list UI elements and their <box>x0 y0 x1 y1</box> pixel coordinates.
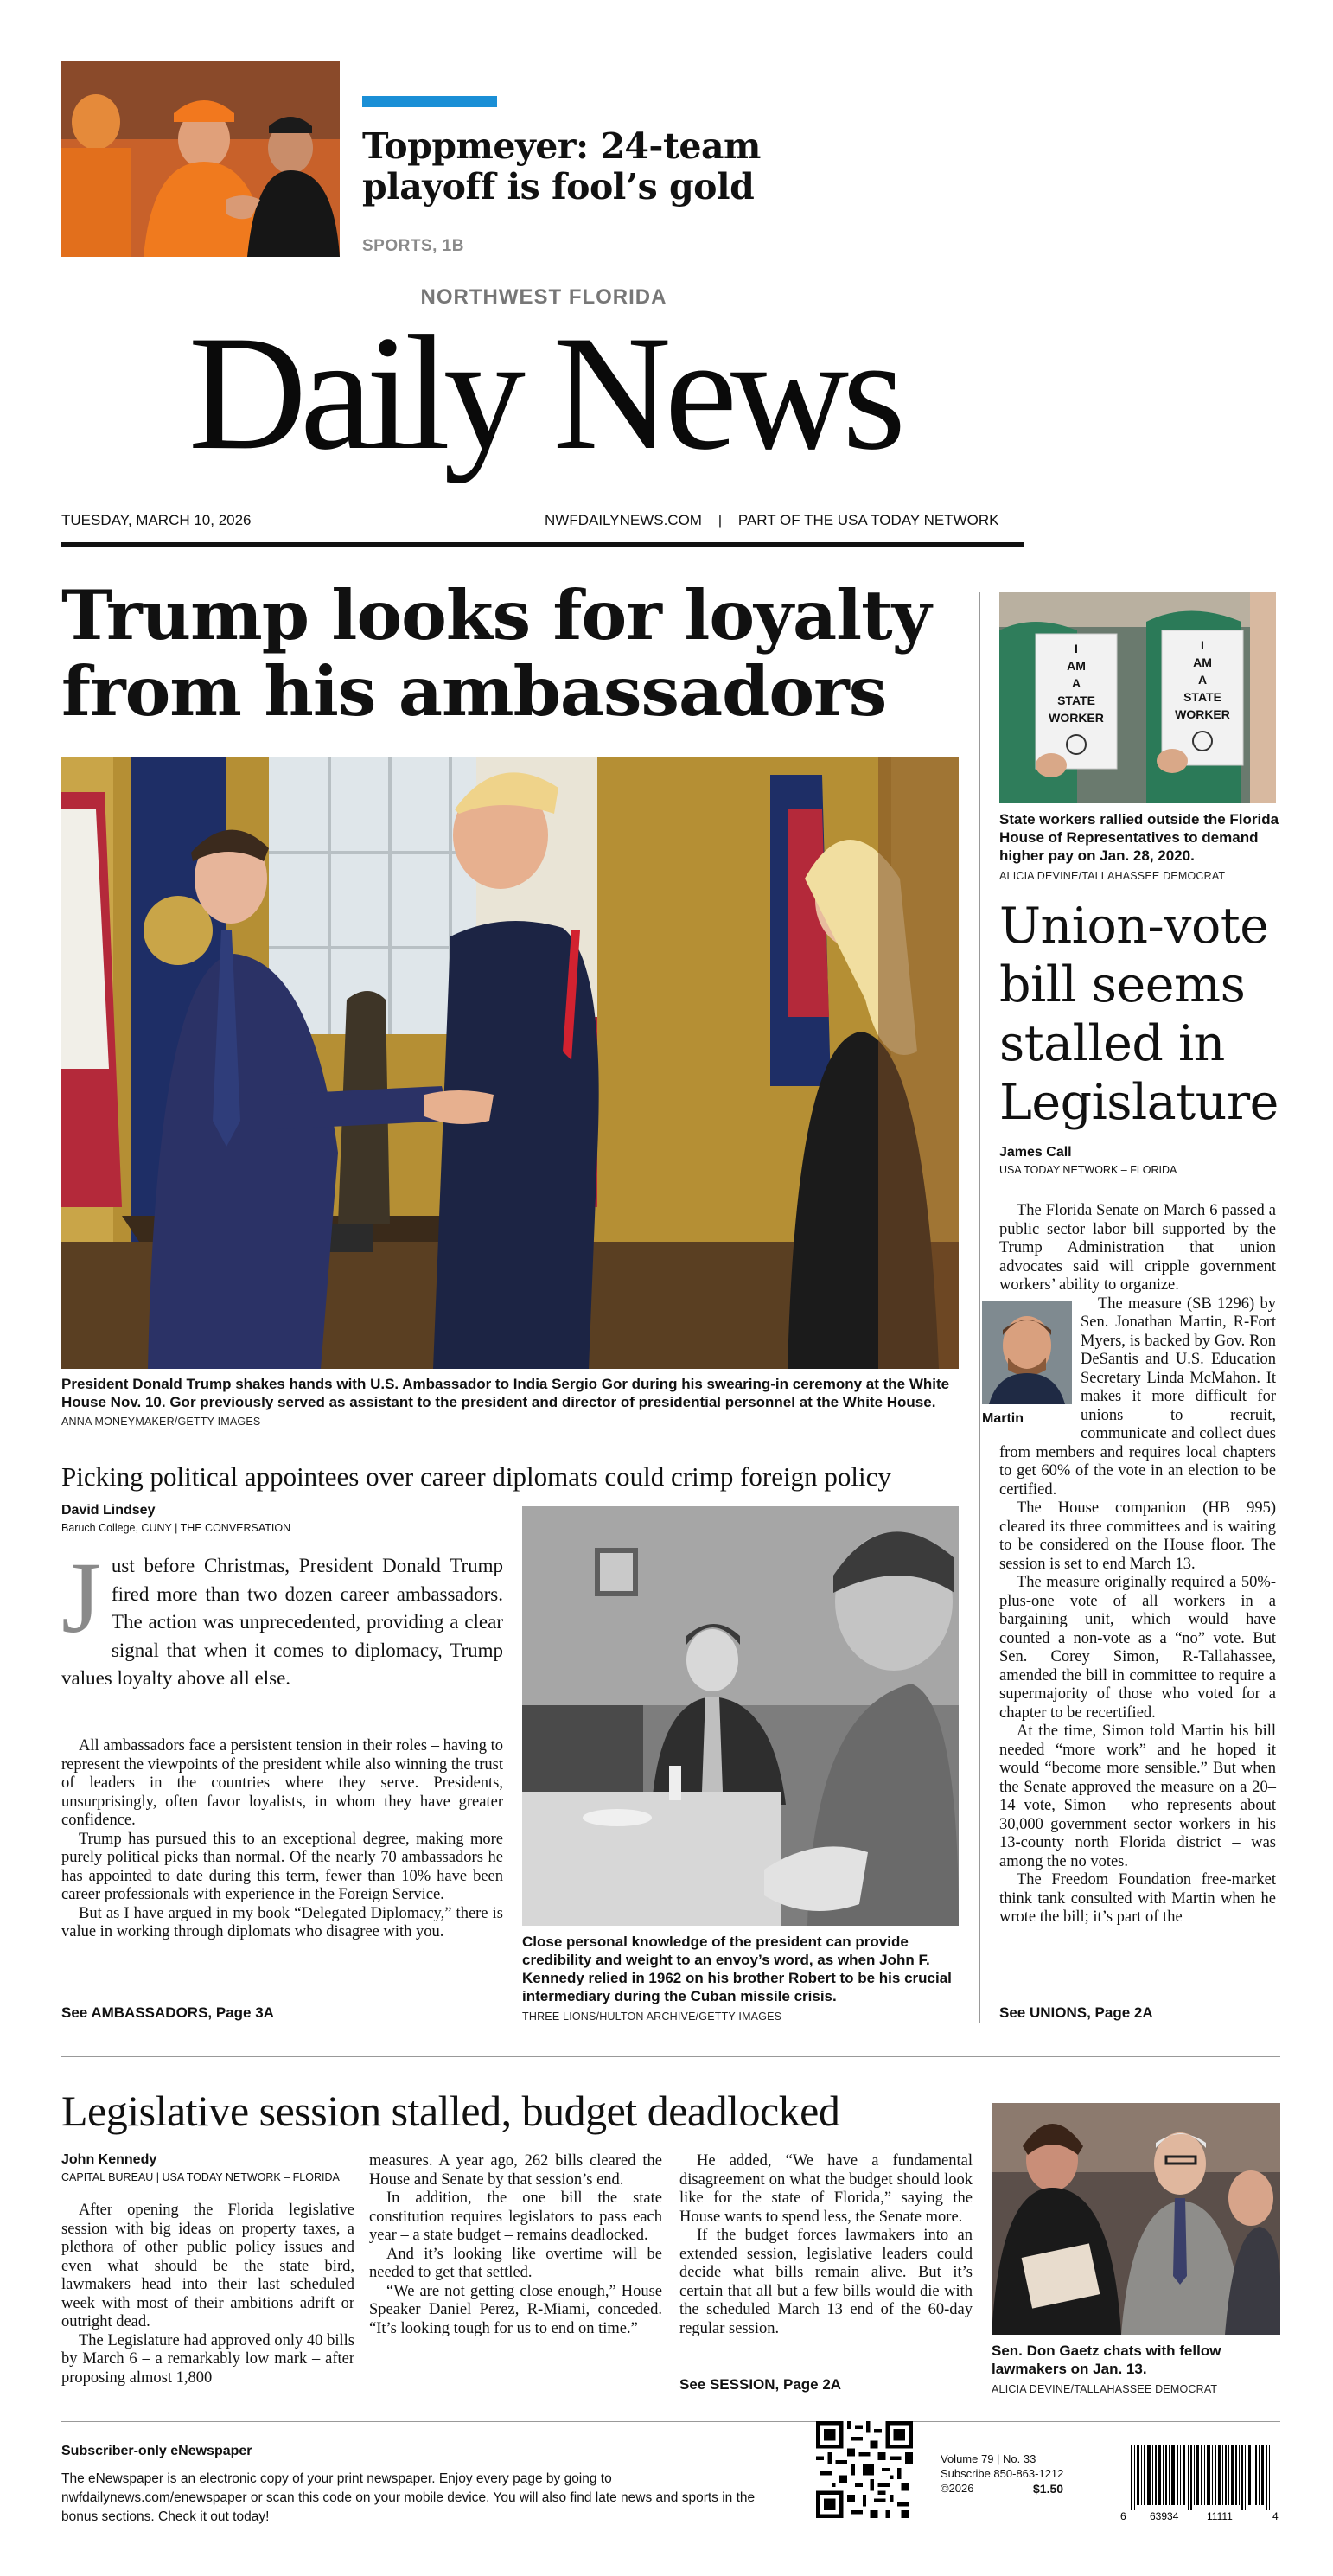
union-paragraph: At the time, Simon told Martin his bill needed “more work” and he hoped it would “become more sensible.” But when the Senate approved the measure on a 20–14 vote, Simon – who represents about 30,000 government sector workers in his 13-county north Florida district – was among the no votes. <box>999 1723 1276 1870</box>
kennedy-caption-text: Close personal knowledge of the president can provide credibility and weight to an envoy’s word, as when John F. Kennedy relied in 1962 on his brother Robert to be his crucial intermediary during the Cuban missile crisis. <box>522 1934 952 2004</box>
union-headline[interactable]: Union-vote bill seems stalled in Legislature <box>999 898 1279 1131</box>
session-paragraph: “We are not getting close enough,” House Speaker Daniel Perez, R-Miami, conceded. “It’s looking tough for us to end on time.” <box>369 2282 662 2337</box>
price: $1.50 <box>1033 2482 1064 2496</box>
session-paragraph: And it’s looking like overtime will be needed to get that settled. <box>369 2245 662 2281</box>
union-photo-credit: ALICIA DEVINE/TALLAHASSEE DEMOCRAT <box>999 870 1226 882</box>
union-paragraph: The Florida Senate on March 6 passed a public sector labor bill supported by the Trump Administration that union advocates said will cripple government workers’ ability to organize. <box>999 1202 1276 1294</box>
gaetz-caption-text: Sen. Don Gaetz chats with fellow lawmakers on Jan. 13. <box>992 2343 1221 2377</box>
masthead-links <box>545 512 999 529</box>
column-divider <box>979 592 980 2023</box>
gaetz-photo <box>992 2103 1280 2335</box>
mug-caption: Martin <box>982 1410 1024 1426</box>
section-divider <box>61 2056 1280 2057</box>
session-jump-link[interactable]: See SESSION, Page 2A <box>679 2376 842 2393</box>
barcode-digit: 6 <box>1120 2510 1126 2522</box>
footer-title[interactable]: Subscriber-only eNewspaper <box>61 2444 252 2458</box>
lead-headline[interactable]: Trump looks for loyalty from his ambassadors <box>61 575 931 732</box>
footer-text: The eNewspaper is an electronic copy of your print newspaper. Enjoy every page by going to nwfdailynews.com/enewspaper or scan this code on your mobile device. You will also find late news and sports in the bonus sections. Check it out today! <box>61 2471 756 2524</box>
barcode-digit: 4 <box>1272 2510 1279 2522</box>
session-paragraph: After opening the Florida legislative session with big ideas on property taxes, a plethora of other public policy issues and even what should be the state bird, lawmakers head into their last scheduled week with most of their ambitions adrift or outright dead. <box>61 2202 354 2330</box>
masthead-kicker: NORTHWEST FLORIDA <box>420 285 667 309</box>
union-paragraph: The measure originally required a 50%-plus-one vote of all workers in a bargaining unit, which would have counted a non-vote as a “no” vote. But Sen. Corey Simon, R-Tallahassee, amended the bill in committee to require a supermajority of those who voted for a chapter to be recertified. <box>999 1574 1276 1722</box>
lead-intro-text: ust before Christmas, President Donald Trump fired more than two dozen career ambassadors. The action was unprecedented, providing a clear signal that when it comes to diplomacy, Trump values loyalty above all else. <box>61 1555 503 1689</box>
lead-byline <box>61 1503 511 1534</box>
kennedy-photo <box>522 1506 959 1926</box>
union-paragraph: The Freedom Foundation free-market think tank consulted with Martin when he wrote the bill; it’s part of the <box>999 1871 1276 1926</box>
session-headline[interactable]: Legislative session stalled, budget deadlocked <box>61 2087 840 2135</box>
teaser-photo <box>61 61 340 257</box>
sign-word: AM <box>1193 655 1212 669</box>
mug-float <box>982 1301 1072 1429</box>
gaetz-photo-caption <box>992 2342 1280 2399</box>
sign-word: A <box>1071 676 1081 690</box>
sign-word: A <box>1197 673 1208 687</box>
lead-paragraph: Trump has pursued this to an exceptional degree, making more purely political picks than normal. Of the nearly 70 ambassadors he has appointed to date during this term, fewer than 10% have been career professionals with experience in the Foreign Service. <box>61 1830 503 1903</box>
union-paragraph: The House companion (HB 995) cleared its three committees and is waiting to be considered on the House floor. The session is set to end March 13. <box>999 1499 1276 1573</box>
teaser-headline[interactable]: Toppmeyer: 24-team playoff is fool’s gold <box>362 125 761 208</box>
union-author: James Call <box>999 1145 1072 1160</box>
subscribe-phone[interactable]: Subscribe 850-863-1212 <box>941 2467 1064 2480</box>
sign-word: I <box>1075 642 1078 655</box>
sign-word: I <box>1201 638 1204 652</box>
session-col2 <box>369 2152 662 2338</box>
sign-word: WORKER <box>1175 707 1230 721</box>
website-link[interactable]: NWFDAILYNEWS.COM <box>545 512 702 528</box>
lead-affiliation: Baruch College, CUNY | THE CONVERSATION <box>61 1522 291 1534</box>
martin-mug-photo <box>982 1301 1072 1404</box>
session-paragraph: If the budget forces lawmakers into an extended session, legislative leaders could decide what bills remain alive. But it’s certain that all but a few bills would die with the scheduled March 13 end of the 60-day regular session. <box>679 2227 973 2337</box>
union-para2-text: The measure (SB 1296) by Sen. Jonathan Martin, R-Fort Myers, is backed by Gov. Ron DeSantis and U.S. Education Secretary Linda McMahon. It makes it more difficult for unions to recruit, communicate and collect dues from members and requires local chapters to get 60% of the vote in an election to be certified. <box>999 1294 1276 1499</box>
masthead-date: TUESDAY, MARCH 10, 2026 <box>61 512 252 528</box>
lead-jump-link[interactable]: See AMBASSADORS, Page 3A <box>61 2004 274 2021</box>
session-col1 <box>61 2202 354 2387</box>
gaetz-photo-credit: ALICIA DEVINE/TALLAHASSEE DEMOCRAT <box>992 2383 1218 2395</box>
masthead-title[interactable]: Daily News <box>188 303 900 484</box>
teaser-accent-bar <box>362 96 497 107</box>
footer-divider <box>61 2421 1280 2422</box>
sign-word: WORKER <box>1049 711 1104 725</box>
volume-number: Volume 79 | No. 33 <box>941 2452 1036 2465</box>
sign-word: AM <box>1067 659 1086 673</box>
teaser-section[interactable]: SPORTS, 1B <box>362 237 464 255</box>
sign-word: STATE <box>1057 694 1095 707</box>
session-col3 <box>679 2152 973 2338</box>
lead-author: David Lindsey <box>61 1503 156 1518</box>
union-paragraph <box>982 1294 1276 1500</box>
dropcap: J <box>61 1541 101 1654</box>
kennedy-photo-caption <box>522 1933 959 2026</box>
masthead-rule <box>61 542 1024 547</box>
lead-paragraph: But as I have argued in my book “Delegated Diplomacy,” there is value in working through diplomats who disagree with you. <box>61 1904 503 1940</box>
union-photo <box>999 592 1276 803</box>
session-paragraph: measures. A year ago, 262 bills cleared the House and Senate by that session’s end. <box>369 2152 662 2189</box>
qr-code[interactable] <box>816 2421 913 2518</box>
session-affiliation: CAPITAL BUREAU | USA TODAY NETWORK – FLORIDA <box>61 2171 340 2183</box>
session-paragraph: In addition, the one bill the state constitution requires legislators to pass each year – a state budget – remains deadlocked. <box>369 2189 662 2244</box>
session-byline <box>61 2152 355 2183</box>
lead-caption-text: President Donald Trump shakes hands with U.S. Ambassador to India Sergio Gor during his swearing-in ceremony at the White House Nov. 10. Gor previously served as assistant to the president and director of presidential personnel at the White House. <box>61 1376 950 1410</box>
lead-photo-caption <box>61 1375 959 1431</box>
session-author: John Kennedy <box>61 2152 157 2167</box>
barcode-digit: 63934 <box>1150 2510 1179 2522</box>
session-paragraph: He added, “We have a fundamental disagreement on what the budget should look like for the state of Florida,” saying the House wants to spend less, the Senate more. <box>679 2152 973 2226</box>
union-body <box>982 1202 1276 1927</box>
separator: | <box>718 512 723 528</box>
sign-word: STATE <box>1183 690 1221 704</box>
lead-intro <box>61 1541 503 1693</box>
union-photo-caption <box>999 810 1285 885</box>
copyright: ©2026 <box>941 2482 974 2495</box>
union-byline <box>999 1145 1285 1176</box>
barcode-digit: 11111 <box>1207 2510 1233 2522</box>
lead-photo-credit: ANNA MONEYMAKER/GETTY IMAGES <box>61 1416 261 1428</box>
union-jump-link[interactable]: See UNIONS, Page 2A <box>999 2004 1153 2021</box>
barcode <box>1120 2443 1280 2522</box>
lead-photo <box>61 757 959 1369</box>
lead-subhead[interactable]: Picking political appointees over career diplomats could crimp foreign policy <box>61 1461 891 1492</box>
lead-body <box>61 1737 503 1942</box>
lead-paragraph: All ambassadors face a persistent tension in their roles – having to represent the viewpoints of the president while also winning the trust of leaders in the countries where they serve. Presidents, unsurprisingly, often favor loyalists, in whom they have greater confidence. <box>61 1737 503 1829</box>
network-label: PART OF THE USA TODAY NETWORK <box>737 512 999 528</box>
kennedy-photo-credit: THREE LIONS/HULTON ARCHIVE/GETTY IMAGES <box>522 2010 782 2023</box>
union-caption-text: State workers rallied outside the Florida House of Representatives to demand higher pay on Jan. 28, 2020. <box>999 811 1279 864</box>
union-affiliation: USA TODAY NETWORK – FLORIDA <box>999 1164 1177 1176</box>
session-paragraph: The Legislature had approved only 40 bills by March 6 – a remarkably low mark – after proposing almost 1,800 <box>61 2331 354 2387</box>
